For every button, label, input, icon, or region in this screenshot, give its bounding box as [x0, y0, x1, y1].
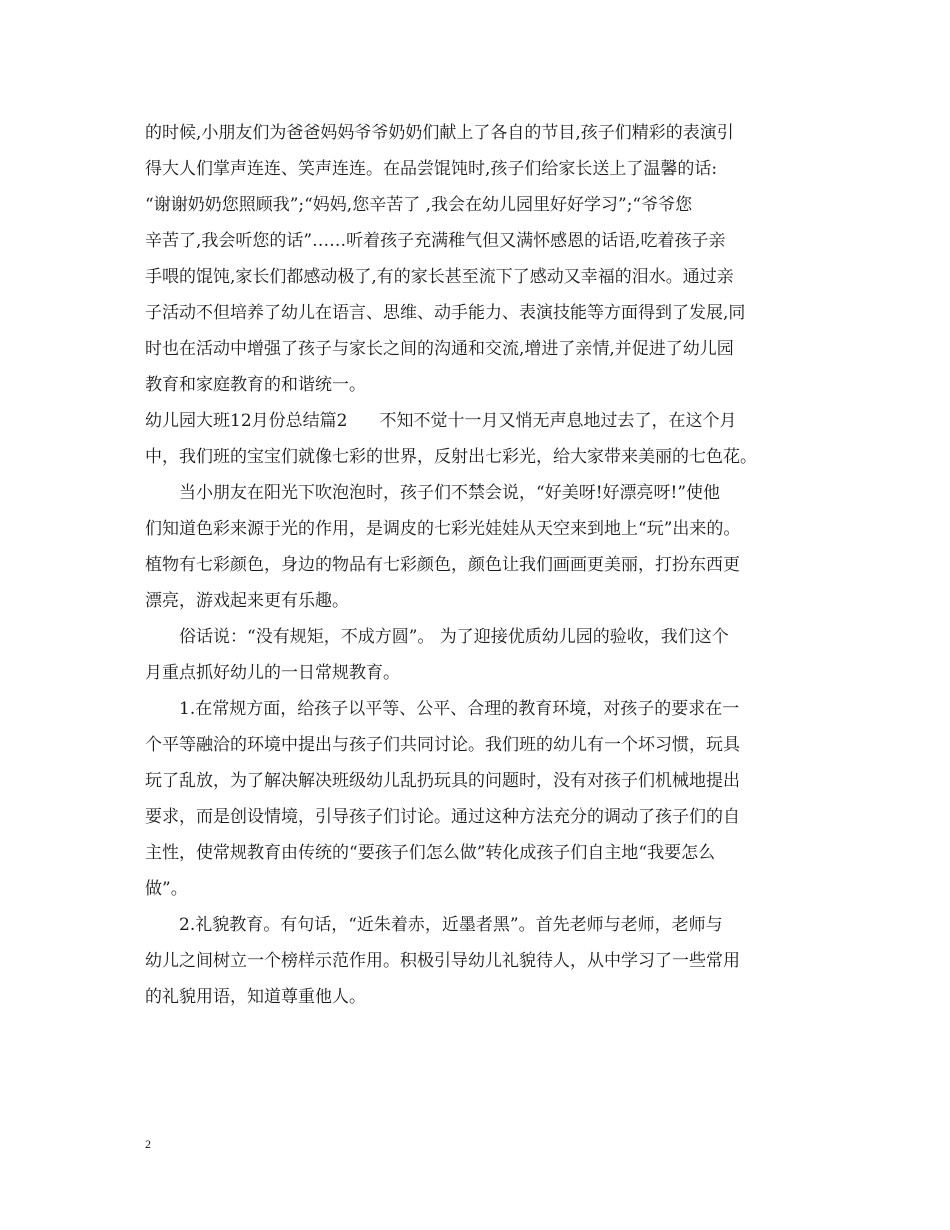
text-line: 得大人们掌声连连、笑声连连。在品尝馄饨时,孩子们给家长送上了温馨的话:	[145, 159, 718, 179]
text-line: 植物有七彩颜色，身边的物品有七彩颜色，颜色让我们画画更美丽，打扮东西更	[145, 555, 740, 575]
text-line: 要求，而是创设情境，引导孩子们讨论。通过这种方法充分的调动了孩子们的自	[145, 807, 740, 827]
paragraph-routine	[145, 691, 805, 907]
text-line: “谢谢奶奶您照顾我”;“妈妈,您辛苦了 ,我会在幼儿园里好好学习”;“爷爷您	[145, 195, 693, 215]
section-first-line: 不知不觉十一月又悄无声息地过去了，在这个月	[379, 411, 737, 431]
text-line: 的时候,小朋友们为爸爸妈妈爷爷奶奶们献上了各自的节目,孩子们精彩的表演引	[145, 123, 734, 143]
text-line: 子活动不但培养了幼儿在语言、思维、动手能力、表演技能等方面得到了发展,同	[145, 303, 746, 323]
text-line: 的礼貌用语，知道尊重他人。	[145, 987, 366, 1007]
paragraph-proverb	[145, 619, 805, 691]
text-line: 们知道色彩来源于光的作用，是调皮的七彩光娃娃从天空来到地上“玩”出来的。	[145, 519, 741, 539]
text-line: 1.在常规方面，给孩子以平等、公平、合理的教育环境，对孩子的要求在一	[179, 699, 740, 719]
text-line: 时也在活动中增强了孩子与家长之间的沟通和交流,增进了亲情,并促进了幼儿园	[145, 339, 734, 359]
text-line: 做”。	[145, 879, 188, 899]
text-line: 个平等融洽的环境中提出与孩子们共同讨论。我们班的幼儿有一个坏习惯，玩具	[145, 735, 740, 755]
text-line: 俗话说：“没有规矩，不成方圆”。 为了迎接优质幼儿园的验收，我们这个	[179, 627, 729, 647]
text-line: 中，我们班的宝宝们就像七彩的世界，反射出七彩光，给大家带来美丽的七色花。	[145, 447, 757, 467]
section-intro	[145, 403, 805, 475]
text-line: 主性，使常规教育由传统的“要孩子们怎么做”转化成孩子们自主地“我要怎么	[145, 843, 716, 863]
text-line: 辛苦了,我会听您的话”……听着孩子充满稚气但又满怀感恩的话语,吃着孩子亲	[145, 231, 726, 251]
section-heading-line	[145, 403, 805, 439]
document-body	[145, 115, 805, 1015]
text-line: 2.礼貌教育。有句话，“近朱着赤，近墨者黑”。首先老师与老师，老师与	[179, 915, 723, 935]
text-line: 手喂的馄饨,家长们都感动极了,有的家长甚至流下了感动又幸福的泪水。通过亲	[145, 267, 734, 287]
text-line: 当小朋友在阳光下吹泡泡时，孩子们不禁会说，“好美呀!好漂亮呀!”使他	[179, 483, 721, 503]
text-line: 漂亮，游戏起来更有乐趣。	[145, 591, 349, 611]
section-title: 幼儿园大班12月份总结篇2	[145, 411, 348, 431]
text-line: 幼儿之间树立一个榜样示范作用。积极引导幼儿礼貌待人，从中学习了一些常用	[145, 951, 740, 971]
paragraph-manners	[145, 907, 805, 1015]
text-line: 月重点抓好幼儿的一日常规教育。	[145, 663, 400, 683]
paragraph-bubbles	[145, 475, 805, 619]
opening-paragraph	[145, 115, 805, 403]
text-line: 玩了乱放，为了解决解决班级幼儿乱扔玩具的问题时，没有对孩子们机械地提出	[145, 771, 740, 791]
page-number: 2	[145, 1137, 151, 1151]
text-line: 教育和家庭教育的和谐统一。	[145, 375, 366, 395]
